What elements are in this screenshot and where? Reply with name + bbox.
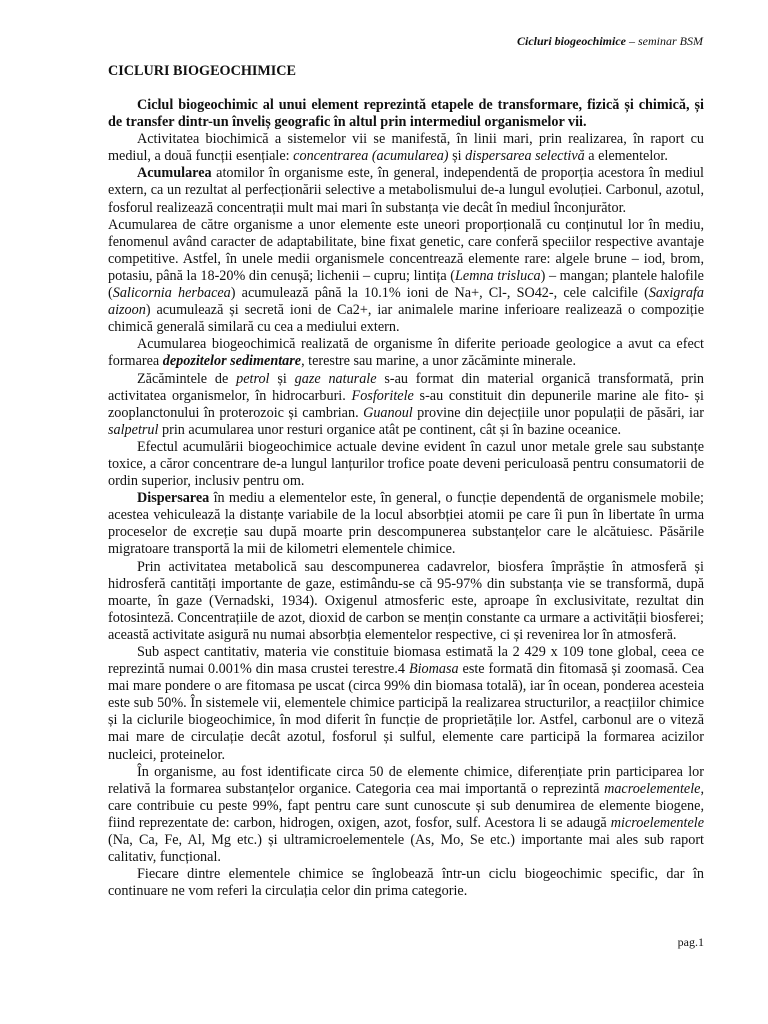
term-fosforite: Fosforitele [351, 387, 414, 404]
paragraph-1 [108, 131, 704, 165]
term-biomasa: Biomasa [408, 661, 459, 678]
text: , terestre sau marine, a unor zăcăminte minerale. [301, 353, 577, 370]
term-salpetru: salpetrul [108, 421, 159, 438]
text: și [448, 148, 466, 165]
term-macroelemente: macroelementele [604, 780, 701, 797]
text: a elementelor. [584, 148, 668, 165]
term-concentrarea: concentrarea (acumularea) [293, 148, 449, 165]
text: s-au format din material organică transformată, prin activitatea organismelor, în hidrocarburi. [108, 370, 704, 404]
species-name: Saxigrafa aizoon [108, 285, 704, 319]
text: ) acumulează și secretă ioni de Ca2+, iar animalele marine inferioare realizează o compoziție chimică generală similară cu cea a mediului extern. [108, 302, 704, 336]
text: prin acumularea unor resturi organice atât pe continent, cât și în bazine oceanice. [158, 421, 622, 438]
term-acumularea: Acumularea [137, 165, 212, 182]
term-guano: Guanoul [363, 404, 413, 421]
text: atomilor în organisme este, în general, independentă de proporția acestora în mediul extern, ca un rezultat al perfecționării selective a metabolismului de-a lungul evoluției. Carbonul, azotul, fosforul realizează concentrații mult mai mari în substanța vie decât în mediul înconjurător. [108, 165, 704, 216]
paragraph-3 [108, 217, 704, 337]
text: Activitatea biochimică a sistemelor vii se manifestă, în linii mari, prin realizarea, în raport cu mediul, a două funcții esențiale: [108, 131, 704, 165]
paragraph-11: Fiecare dintre elementele chimice se înglobează într-un ciclu biogeochimic specific, dar în continuare ne vom referi la circulația celor din prima categorie. [108, 866, 704, 900]
document-body [108, 97, 704, 900]
paragraph-2 [108, 165, 704, 216]
document-title: CICLURI BIOGEOCHIMICE [108, 63, 297, 79]
paragraph-4 [108, 336, 704, 370]
paragraph-10 [108, 764, 704, 867]
text: ) acumulează până la 10.1% ioni de Na+, Cl-, SO42-, cele calcifile ( [230, 285, 649, 302]
text: ) – mangan; plantele halofile ( [108, 267, 704, 302]
header-title: Cicluri biogeochimice [517, 34, 626, 48]
running-header [517, 34, 703, 49]
term-microelemente: microelementele [610, 814, 704, 831]
text: (Na, Ca, Fe, Al, Mg etc.) și ultramicroelementele (As, Mo, Se etc.) importante mai ales sub raport calitativ, funcțional. [108, 832, 704, 866]
header-subtitle: – seminar BSM [626, 34, 703, 48]
paragraph-8: Prin activitatea metabolică sau descompunerea cadavrelor, biosfera împrăștie în atmosferă și hidrosferă cantități importante de gaze, estimându-se că 95-97% din substanța vie se transformă, după moarte, în gaze (Vernadski, 1934). Oxigenul atmosferic este, aproape în exclusivitate, rezultat din fotosinteză. Concentrațiile de azot, dioxid de carbon se mențin constante ca urmare a activității biosferei; această activitate asigură nu numai absorbția elementelor respective, ci și revenirea lor în atmosferă. [108, 558, 704, 643]
paragraph-6: Efectul acumulării biogeochimice actuale devine evident în cazul unor metale grele sau substanțe toxice, a căror concentrare de-a lungul lanțurilor trofice poate deveni periculoasă pentru consumatorii de ordin superior, inclusiv pentru om. [108, 438, 704, 490]
term-dispersarea: dispersarea selectivă [465, 148, 585, 165]
term-dispersarea: Dispersarea [137, 490, 210, 507]
text: provine din dejecțiile unor populații de păsări, iar [412, 404, 704, 421]
text: este formată din fitomasă și zoomasă. Cea mai mare pondere o are fitomasa pe uscat (circa 99% din biomasa totală), iar în ocean, ponderea acesteia este sub 50%. În sistemele vii, elementele chimice participă la realizarea structurilor, a reacțiilor chimice și la ciclurile biogeochimice, în mod diferit în funcție de proprietățile lor. Astfel, carbonul are o viteză mai mare de circulație decât azotul, fosforul și sulful, elemente care participă la formarea acizilor nucleici, proteinelor. [108, 661, 704, 763]
paragraph-9 [108, 644, 704, 764]
species-name: Lemna trisluca [455, 267, 541, 284]
species-name: Salicornia herbacea [112, 285, 231, 302]
text: În organisme, au fost identificate circa 50 de elemente chimice, diferențiate prin participarea lor relativă la formarea substanțelor organice. Categoria cea mai importantă o reprezintă [108, 763, 704, 797]
text: Acumularea biogeochimică realizată de organisme în diferite perioade geologice a avut ca efect formarea [108, 336, 704, 370]
text: în mediu a elementelor este, în general, o funcție dependentă de organismele mobile; acestea vehiculează la distanțe variabile de la locul absorbției atomii pe care îi pun în libertate în urma proceselor de excreție sau după moarte prin descompunerea substanțelor care le alcătuiesc. Păsările migratoare transportă la mii de kilometri elementele chimice. [108, 490, 704, 558]
paragraph-7 [108, 490, 704, 558]
text: Sub aspect cantitativ, materia vie constituie biomasa estimată la 2 429 x 109 tone global, ceea ce reprezintă numai 0.001% din masa crustei terestre.4 [108, 644, 704, 678]
text: , care contribuie cu peste 99%, fapt pentru care sunt cunoscute și sub denumirea de elemente biogene, fiind reprezentate de: carbon, hidrogen, oxigen, azot, fosfor, sulf. Acestora li se adaugă [108, 780, 704, 831]
text: Acumularea de către organisme a unor elemente este uneori proporțională cu conținutul lor în mediu, fenomenul având caracter de adaptabilitate, bine fixat genetic, care conferă speciilor respective avantaje competitive. Astfel, în unele medii organismele concentrează elemente rare: algele brune – iod, brom, potasiu, până la 18-20% din cenușă; lichenii – cupru; lintița ( [108, 216, 704, 284]
term-depozite: depozitelor sedimentare [162, 353, 302, 370]
lead-definition: Ciclul biogeochimic al unui element reprezintă etapele de transformare, fizică și chimică, și de transfer dintr-un înveliș geografic în altul prin intermediul organismelor vii. [108, 97, 704, 131]
paragraph-5 [108, 371, 704, 439]
term-petrol: petrol [236, 370, 270, 387]
term-gaze: gaze naturale [294, 370, 377, 387]
text: Zăcămintele de [137, 370, 237, 387]
text: s-au constituit din depunerile marine ale fito- și zooplanctonului în proterozoic și cambrian. [108, 387, 705, 421]
page-number: pag.1 [677, 935, 704, 949]
text: și [269, 370, 295, 387]
